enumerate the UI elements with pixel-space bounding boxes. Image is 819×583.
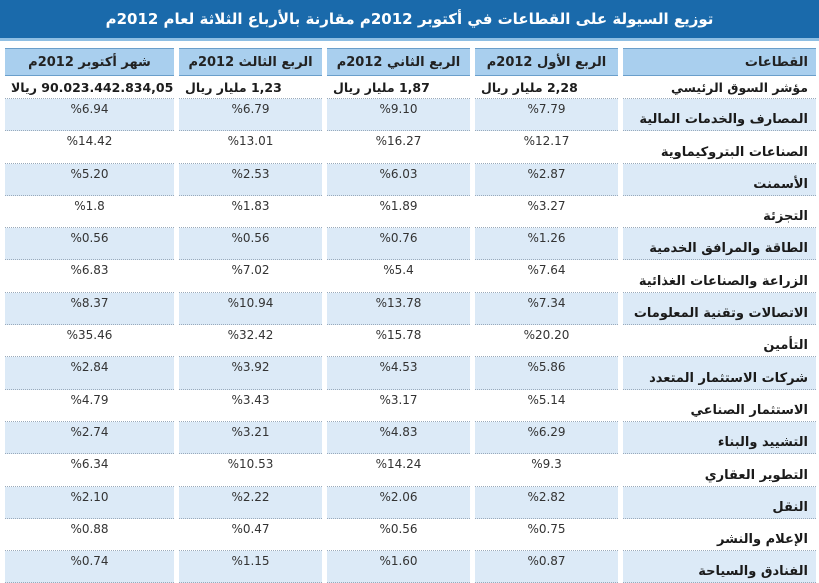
main-index-october: 90.023.442.834,05 ريالا bbox=[5, 76, 174, 99]
value-q2: %1.89 bbox=[327, 196, 470, 228]
table-row bbox=[5, 551, 816, 583]
sector-name: الصناعات البتروكيماوية bbox=[623, 131, 816, 163]
header-sectors: القطاعات bbox=[623, 48, 816, 76]
value-q3: %3.92 bbox=[179, 357, 322, 389]
sector-name: الأسمنت bbox=[623, 164, 816, 196]
table-body bbox=[5, 76, 816, 583]
value-q2: %14.24 bbox=[327, 454, 470, 486]
sector-name: الزراعة والصناعات الغذائية bbox=[623, 260, 816, 292]
value-q2: %3.17 bbox=[327, 390, 470, 422]
value-q1: %5.86 bbox=[475, 357, 618, 389]
main-index-q2: 1,87 مليار ريال bbox=[327, 76, 470, 99]
value-q1: %1.26 bbox=[475, 228, 618, 260]
value-q2: %6.03 bbox=[327, 164, 470, 196]
table-row bbox=[5, 228, 816, 260]
table-row bbox=[5, 260, 816, 292]
value-q2: %4.83 bbox=[327, 422, 470, 454]
value-q3: %6.79 bbox=[179, 99, 322, 131]
value-q2: %16.27 bbox=[327, 131, 470, 163]
value-q2: %0.56 bbox=[327, 519, 470, 551]
value-q1: %7.79 bbox=[475, 99, 618, 131]
table-row bbox=[5, 99, 816, 131]
header-october: شهر أكتوبر 2012م bbox=[5, 48, 174, 76]
sector-name: الاتصالات وتقنية المعلومات bbox=[623, 293, 816, 325]
value-q2: %13.78 bbox=[327, 293, 470, 325]
value-october: %6.83 bbox=[5, 260, 174, 292]
value-october: %1.8 bbox=[5, 196, 174, 228]
table-row bbox=[5, 196, 816, 228]
value-q2: %2.06 bbox=[327, 487, 470, 519]
table-title: توزيع السيولة على القطاعات في أكتوبر 2012م مقارنة بالأرباع الثلاثة لعام 2012م bbox=[0, 0, 819, 38]
sector-name: النقل bbox=[623, 487, 816, 519]
header-q3: الربع الثالث 2012م bbox=[179, 48, 322, 76]
value-q1: %5.14 bbox=[475, 390, 618, 422]
value-q2: %4.53 bbox=[327, 357, 470, 389]
table-row bbox=[5, 454, 816, 486]
main-index-q3: 1,23 مليار ريال bbox=[179, 76, 322, 99]
value-q1: %7.64 bbox=[475, 260, 618, 292]
value-q1: %6.29 bbox=[475, 422, 618, 454]
value-q3: %2.22 bbox=[179, 487, 322, 519]
table-row bbox=[5, 131, 816, 163]
value-q3: %0.56 bbox=[179, 228, 322, 260]
value-q1: %20.20 bbox=[475, 325, 618, 357]
sector-name: الفنادق والسياحة bbox=[623, 551, 816, 583]
value-q1: %0.87 bbox=[475, 551, 618, 583]
value-q3: %7.02 bbox=[179, 260, 322, 292]
header-q2: الربع الثاني 2012م bbox=[327, 48, 470, 76]
value-q3: %3.43 bbox=[179, 390, 322, 422]
value-october: %6.94 bbox=[5, 99, 174, 131]
header-q1: الربع الأول 2012م bbox=[475, 48, 618, 76]
value-q3: %3.21 bbox=[179, 422, 322, 454]
value-october: %2.84 bbox=[5, 357, 174, 389]
value-october: %0.88 bbox=[5, 519, 174, 551]
value-q1: %12.17 bbox=[475, 131, 618, 163]
main-index-label: مؤشر السوق الرئيسي bbox=[623, 76, 816, 99]
value-october: %8.37 bbox=[5, 293, 174, 325]
value-q3: %13.01 bbox=[179, 131, 322, 163]
value-q2: %9.10 bbox=[327, 99, 470, 131]
value-q2: %1.60 bbox=[327, 551, 470, 583]
value-october: %4.79 bbox=[5, 390, 174, 422]
header-row bbox=[5, 48, 816, 76]
value-q3: %32.42 bbox=[179, 325, 322, 357]
value-q1: %3.27 bbox=[475, 196, 618, 228]
value-q3: %10.53 bbox=[179, 454, 322, 486]
value-q1: %9.3 bbox=[475, 454, 618, 486]
value-october: %0.56 bbox=[5, 228, 174, 260]
value-october: %35.46 bbox=[5, 325, 174, 357]
value-q3: %1.15 bbox=[179, 551, 322, 583]
value-q3: %0.47 bbox=[179, 519, 322, 551]
sector-name: الإعلام والنشر bbox=[623, 519, 816, 551]
sector-name: المصارف والخدمات المالية bbox=[623, 99, 816, 131]
title-underline bbox=[0, 38, 819, 41]
liquidity-table bbox=[0, 48, 819, 583]
table-row bbox=[5, 164, 816, 196]
table-row bbox=[5, 519, 816, 551]
table-row bbox=[5, 422, 816, 454]
value-q1: %7.34 bbox=[475, 293, 618, 325]
value-q2: %5.4 bbox=[327, 260, 470, 292]
value-q2: %15.78 bbox=[327, 325, 470, 357]
table-row bbox=[5, 487, 816, 519]
value-q1: %2.82 bbox=[475, 487, 618, 519]
sector-name: الطاقة والمرافق الخدمية bbox=[623, 228, 816, 260]
value-october: %0.74 bbox=[5, 551, 174, 583]
sector-name: شركات الاستثمار المتعدد bbox=[623, 357, 816, 389]
value-q3: %10.94 bbox=[179, 293, 322, 325]
sector-name: التطوير العقاري bbox=[623, 454, 816, 486]
value-q1: %2.87 bbox=[475, 164, 618, 196]
value-q3: %1.83 bbox=[179, 196, 322, 228]
table-row bbox=[5, 390, 816, 422]
value-q1: %0.75 bbox=[475, 519, 618, 551]
value-october: %14.42 bbox=[5, 131, 174, 163]
value-october: %2.10 bbox=[5, 487, 174, 519]
main-index-q1: 2,28 مليار ريال bbox=[475, 76, 618, 99]
sector-name: التأمين bbox=[623, 325, 816, 357]
main-index-row bbox=[5, 76, 816, 99]
table-row bbox=[5, 325, 816, 357]
sector-name: التشييد والبناء bbox=[623, 422, 816, 454]
table-row bbox=[5, 293, 816, 325]
value-october: %6.34 bbox=[5, 454, 174, 486]
sector-name: الاستثمار الصناعي bbox=[623, 390, 816, 422]
value-october: %5.20 bbox=[5, 164, 174, 196]
value-q3: %2.53 bbox=[179, 164, 322, 196]
value-q2: %0.76 bbox=[327, 228, 470, 260]
value-october: %2.74 bbox=[5, 422, 174, 454]
table-row bbox=[5, 357, 816, 389]
sector-name: التجزئة bbox=[623, 196, 816, 228]
